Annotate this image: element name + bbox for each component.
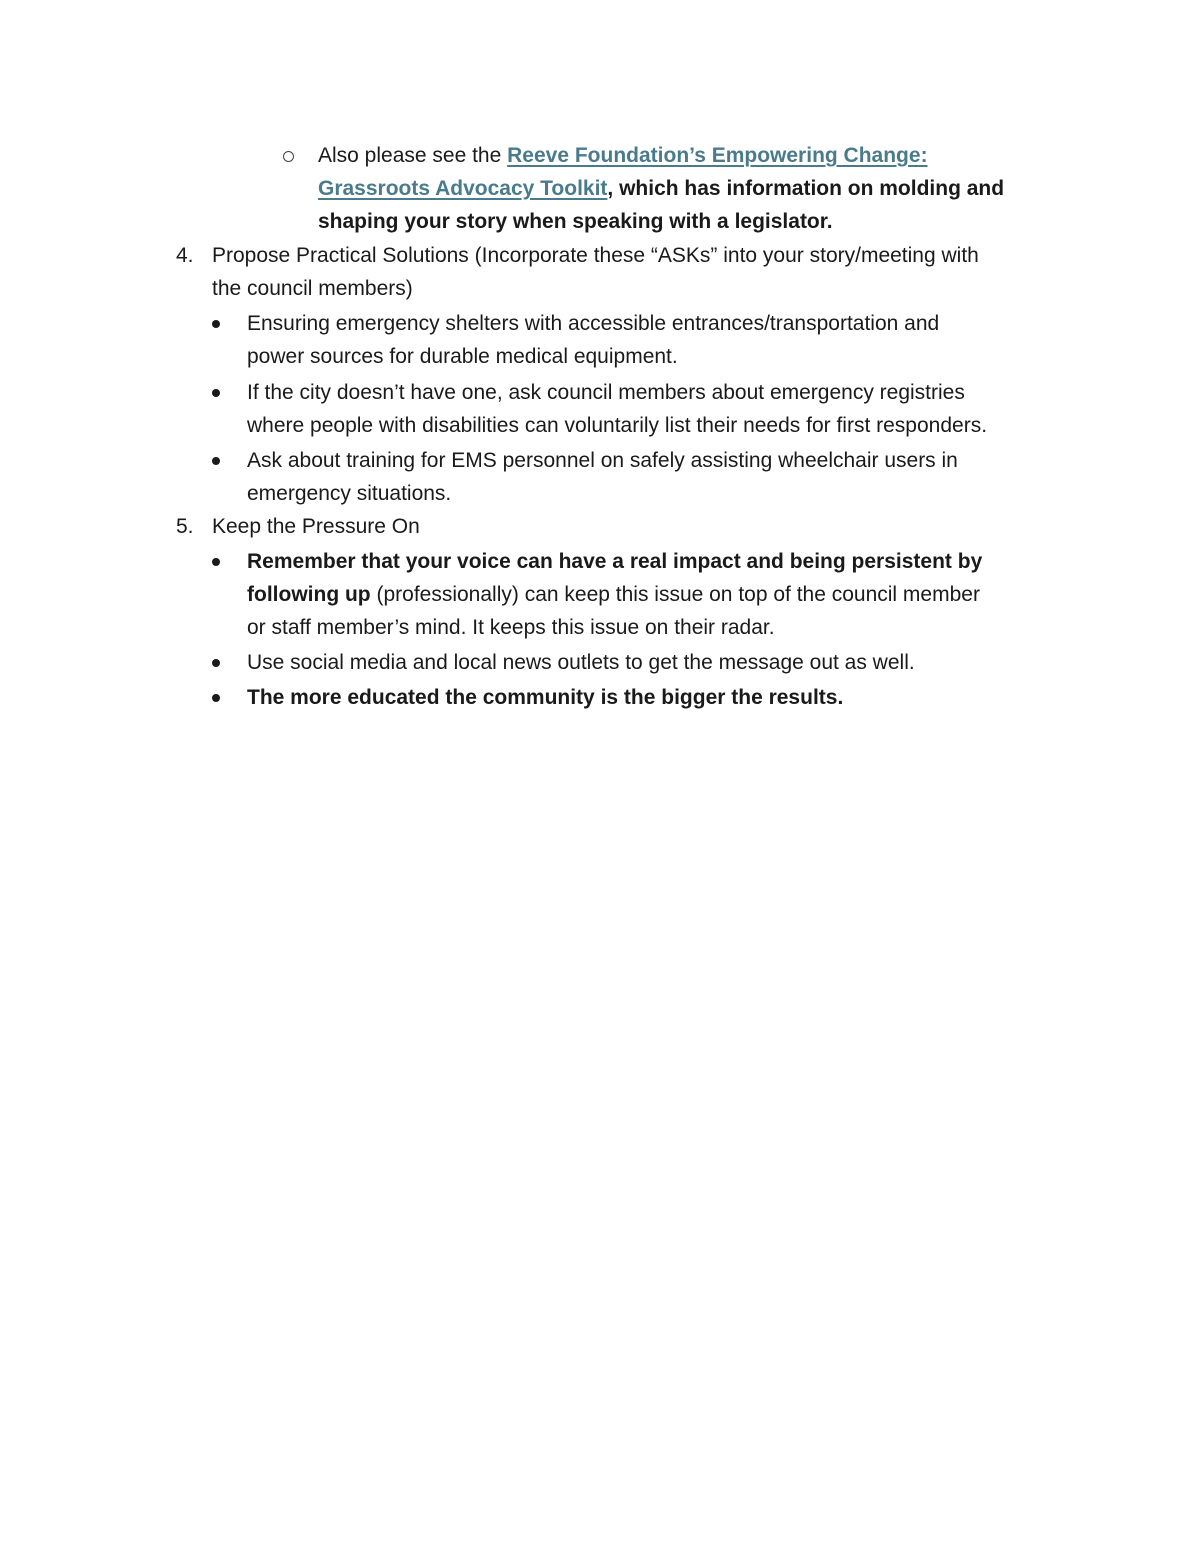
item5-bullet1-line-1: Remember that your voice can have a real impact and being persistent by [247,550,983,573]
item4-bullet1-line-1: Ensuring emergency shelters with accessible entrances/transportation and [247,312,940,335]
item4-line-2: the council members) [212,277,413,300]
list-number-5: 5. [176,515,194,538]
toolkit-link-part-1[interactable]: Reeve Foundation’s Empowering Change: [507,144,928,167]
item5-bullet1-line-2 [247,578,980,611]
bullet-dot-icon [212,694,220,702]
bullet-dot-icon [212,558,220,566]
bullet-dot-icon [212,320,220,328]
subitem-line-2 [318,172,1004,205]
bullet-dot-icon [212,659,220,667]
subitem-prefix: Also please see the [318,144,508,167]
bullet-dot-icon [212,457,220,465]
item5-bullet1-line-2-rest: (professionally) can keep this issue on top of the council member [370,583,980,606]
item5-line-1: Keep the Pressure On [212,515,420,538]
item4-bullet2-line-2: where people with disabilities can voluntarily list their needs for first responders. [247,414,988,437]
item4-bullet2-line-1: If the city doesn’t have one, ask council members about emergency registries [247,381,965,404]
item5-bullet1-line-3: or staff member’s mind. It keeps this issue on their radar. [247,616,775,639]
bullet-dot-icon [212,389,220,397]
following-up-bold: following up [247,583,371,606]
item5-bullet3: The more educated the community is the bigger the results. [247,686,844,709]
item4-bullet3-line-2: emergency situations. [247,482,452,505]
subitem-line-1 [318,139,928,172]
hollow-circle-bullet-icon [283,151,294,162]
list-number-4: 4. [176,244,194,267]
toolkit-link-part-2[interactable]: Grassroots Advocacy Toolkit [318,177,608,200]
item4-line-1: Propose Practical Solutions (Incorporate these “ASKs” into your story/meeting with [212,244,979,267]
item4-bullet1-line-2: power sources for durable medical equipment. [247,345,678,368]
item5-bullet2: Use social media and local news outlets to get the message out as well. [247,651,915,674]
subitem-line-3: shaping your story when speaking with a legislator. [318,210,833,233]
item4-bullet3-line-1: Ask about training for EMS personnel on safely assisting wheelchair users in [247,449,958,472]
subitem-suffix: , which has information on molding and [607,177,1005,200]
